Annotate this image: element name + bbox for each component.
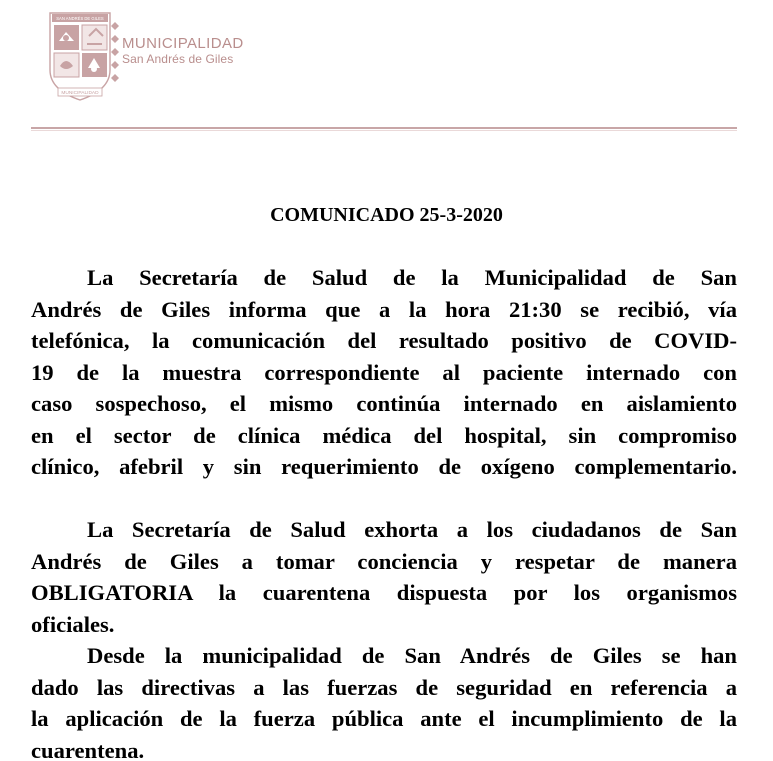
paragraph-2-line-4: oficiales. — [31, 611, 115, 637]
paragraph-3-line-2: dado las directivas a las fuerzas de seguridad en referencia a — [31, 674, 737, 700]
letterhead — [44, 10, 284, 104]
crest-bottom-text: MUNICIPALIDAD — [61, 91, 99, 96]
paragraph-spacer — [31, 483, 737, 515]
paragraph-2-line-1: La Secretaría de Salud exhorta a los ciudadanos de San — [87, 517, 737, 542]
paragraph-1-line-2: Andrés de Giles informa que a la hora 21:30 se recibió, vía — [31, 296, 737, 322]
paragraph-1-line-7: clínico, afebril y sin requerimiento de oxígeno complementario. — [31, 454, 737, 479]
municipality-wordmark — [122, 36, 244, 65]
communique-title: COMUNICADO 25-3-2020 — [270, 204, 503, 226]
paragraph-1-line-5: caso sospechoso, el mismo continúa internado en aislamiento — [31, 391, 737, 416]
paragraph-2-line-2: Andrés de Giles a tomar conciencia y respetar de manera — [31, 548, 737, 574]
paragraph-1-line-6: en el sector de clínica médica del hospital, sin compromiso — [31, 422, 737, 448]
paragraph-1-line-3: telefónica, la comunicación del resultado positivo de COVID- — [31, 328, 737, 353]
paragraph-3-line-3: la aplicación de la fuerza pública ante el incumplimiento de la — [31, 706, 737, 731]
paragraph-3-line-1: Desde la municipalidad de San Andrés de Giles se han — [87, 643, 737, 668]
paragraph-1-line-1: La Secretaría de Salud de la Municipalidad de San — [87, 265, 737, 290]
paragraph-1-line-4: 19 de la muestra correspondiente al paciente internado con — [31, 359, 737, 385]
municipal-crest-logo — [44, 10, 124, 104]
paragraph-3-line-4: cuarentena. — [31, 737, 145, 761]
communique-body — [31, 262, 737, 761]
brand-title: MUNICIPALIDAD — [122, 35, 244, 52]
crest-top-text: SAN ANDRÉS DE GILES — [56, 16, 104, 21]
paragraph-2-line-3: OBLIGATORIA la cuarentena dispuesta por los organismos — [31, 580, 737, 605]
header-divider — [31, 127, 737, 131]
brand-subtitle: San Andrés de Giles — [122, 52, 234, 66]
